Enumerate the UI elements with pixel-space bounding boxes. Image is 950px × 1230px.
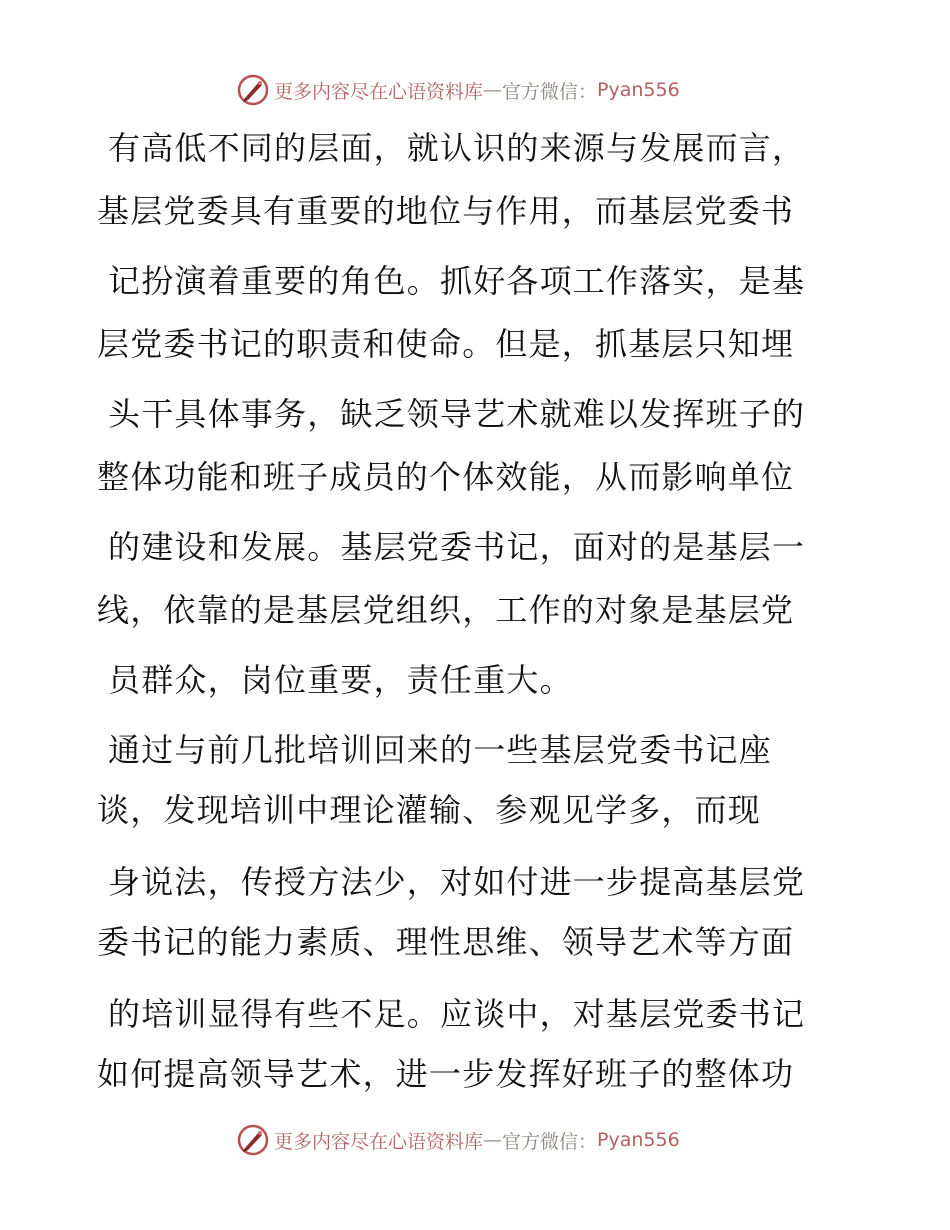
footer-promo-text: 更多内容尽在心语资料库 <box>274 1130 484 1153</box>
body-line: 头干具体事务，缺乏领导艺术就难以发挥班子的 <box>108 395 806 433</box>
header-watermark <box>236 72 680 108</box>
footer-dash: — <box>483 1129 503 1151</box>
body-line: 线，依靠的是基层党组织，工作的对象是基层党 <box>97 591 795 629</box>
body-line: 谈，发现培训中理论灌输、参观见学多，而现 <box>97 791 762 829</box>
quill-logo-icon <box>236 1123 270 1157</box>
quill-logo-icon <box>236 73 270 107</box>
body-line: 员群众，岗位重要，责任重大。 <box>108 661 573 699</box>
body-line: 有高低不同的层面，就认识的来源与发展而言， <box>108 129 806 167</box>
header-dash: — <box>483 79 503 101</box>
body-line: 的培训显得有些不足。应谈中，对基层党委书记 <box>108 995 806 1033</box>
body-line: 基层党委具有重要的地位与作用，而基层党委书 <box>97 192 795 230</box>
header-wechat-id: Pyan556 <box>597 79 680 101</box>
header-wechat-label: 官方微信： <box>502 80 598 103</box>
body-line: 整体功能和班子成员的个体效能，从而影响单位 <box>97 458 795 496</box>
body-line: 委书记的能力素质、理性思维、领导艺术等方面 <box>97 923 795 961</box>
footer-wechat-id: Pyan556 <box>597 1129 680 1151</box>
body-line: 层党委书记的职责和使命。但是，抓基层只知埋 <box>97 325 795 363</box>
header-promo-text: 更多内容尽在心语资料库 <box>274 80 484 103</box>
footer-watermark <box>236 1122 680 1158</box>
body-line: 身说法，传授方法少，对如付进一步提高基层党 <box>108 863 806 901</box>
body-line: 记扮演着重要的角色。抓好各项工作落实，是基 <box>108 262 806 300</box>
body-line: 的建设和发展。基层党委书记，面对的是基层一 <box>108 528 806 566</box>
body-line: 如何提高领导艺术，进一步发挥好班子的整体功 <box>97 1055 795 1093</box>
body-line: 通过与前几批培训回来的一些基层党委书记座 <box>108 731 773 769</box>
footer-wechat-label: 官方微信： <box>502 1130 598 1153</box>
